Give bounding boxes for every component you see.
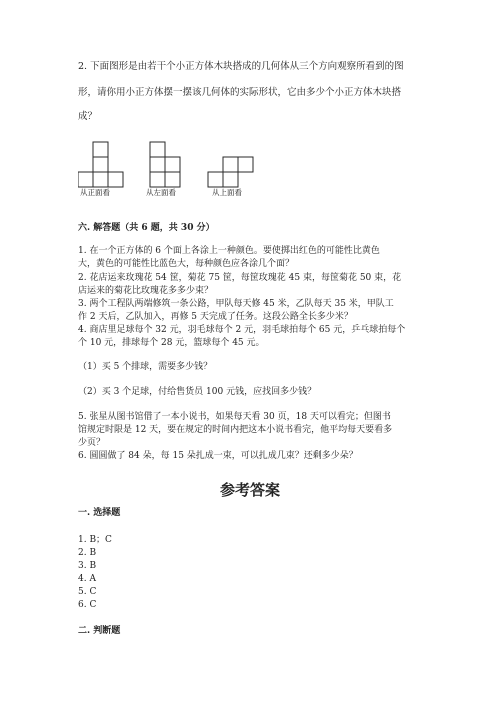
problem-line: 大，黄色的可能性比蓝色大，每种颜色应各涂几个面？: [78, 259, 295, 269]
problem-line: 5. 张星从图书馆借了一本小说书，如果每天看 30 页，18 天可以看完；但图书: [78, 412, 391, 422]
problem-line: 3. 两个工程队两端修筑一条公路，甲队每天修 45 米，乙队每天 35 米，甲队工: [78, 299, 394, 309]
answer-item: 5. C: [78, 587, 97, 597]
section-6-heading: 六. 解答题（共 6 题，共 30 分）: [78, 223, 215, 233]
question-2-line-3: 成？: [78, 111, 98, 122]
front-view-grid: [78, 142, 123, 187]
three-view-grids: [78, 140, 268, 188]
problem-line: 作 2 天后，乙队加入，再修 5 天完成了任务。这段公路全长多少米？: [78, 312, 353, 322]
answer-item: 6. C: [78, 600, 97, 610]
problem-line: 1. 在一个正方体的 6 个面上各涂上一种颜色。要使掷出红色的可能性比黄色: [78, 246, 380, 256]
top-view-label: 从上面看: [212, 188, 242, 197]
question-2-line-2: 形，请你用小正方体摆一摆该几何体的实际形状，它由多少个小正方体木块搭: [78, 87, 402, 98]
answers-section-2-heading: 二. 判断题: [78, 626, 121, 636]
problem-line: 2. 花店运来玫瑰花 54 筐，菊花 75 筐，每筐玫瑰花 45 束，每筐菊花 50 束，花: [78, 273, 402, 283]
left-view-label: 从左面看: [146, 188, 176, 197]
answer-item: 1. B；C: [78, 535, 112, 545]
answer-item: 2. B: [78, 548, 97, 558]
sub-question-1: （1）买 5 个排球，需要多少钱？: [78, 362, 213, 372]
problem-line: 6. 圆圆做了 84 朵，每 15 朵扎成一束，可以扎成几束？还剩多少朵？: [78, 451, 358, 461]
answer-item: 3. B: [78, 561, 97, 571]
left-view-grid: [150, 142, 180, 187]
answers-section-1-heading: 一. 选择题: [78, 508, 121, 518]
problem-line: 4. 商店里足球每个 32 元，羽毛球每个 2 元，羽毛球拍每个 65 元，乒乓球拍每个: [78, 325, 406, 335]
answer-item: 4. A: [78, 574, 96, 584]
answers-title: 参考答案: [219, 481, 280, 499]
problem-line: 少页？: [78, 438, 106, 448]
question-2-line-1: 2. 下面图形是由若干个小正方体木块搭成的几何体从三个方向观察所看到的图: [78, 61, 404, 72]
problem-line: 个 10 元，排球每个 28 元，篮球每个 45 元。: [78, 338, 265, 348]
top-view-grid: [208, 157, 253, 187]
problem-line: 馆规定时限是 12 天，要在规定的时间内把这本小说书看完，他平均每天要看多: [78, 425, 393, 435]
three-view-figure: [78, 140, 268, 198]
sub-question-2: （2）买 3 个足球，付给售货员 100 元钱，应找回多少钱？: [78, 387, 317, 397]
front-view-label: 从正面看: [80, 188, 110, 197]
problem-line: 店运来的菊花比玫瑰花多多少束？: [78, 286, 214, 296]
